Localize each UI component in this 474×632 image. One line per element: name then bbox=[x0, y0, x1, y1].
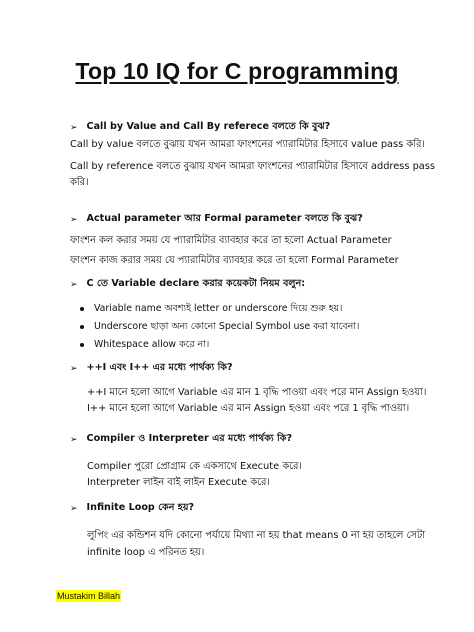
bullet-dot-icon bbox=[80, 343, 84, 347]
answer-line: Interpreter লাইন বাই লাইন Execute করে। bbox=[87, 477, 270, 488]
question-2 bbox=[70, 212, 363, 227]
question-text: C তে Variable declare করার কয়েকটা নিয়ম বলুন: bbox=[86, 278, 306, 289]
question-3 bbox=[70, 277, 305, 292]
author-footer: Mustakim Billah bbox=[57, 591, 121, 601]
answer-line: লুপিং এর কন্ডিশন যদি কোনো পর্যায়ে মিথ্যা না হয় that means 0 না হয় তাহলে সেটা bbox=[87, 530, 426, 541]
question-text: Compiler ও Interpreter এর মধ্যে পার্থক্য কি? bbox=[86, 433, 293, 444]
answer-line: Call by reference বলতে বুঝায় যখন আমরা ফাংশনের প্যারামিটার হিসাবে address pass bbox=[70, 161, 436, 172]
answer-line: ফাংশন কাজ করার সময় যে প্যারামিটার ব্যাবহার করে তা হলো Formal Parameter bbox=[70, 255, 399, 266]
list-item bbox=[80, 300, 359, 318]
list-item bbox=[80, 318, 359, 336]
arrow-bullet-icon: ➢ bbox=[70, 214, 78, 225]
answer-line: infinite loop এ পরিনত হয়। bbox=[87, 547, 205, 558]
arrow-bullet-icon: ➢ bbox=[70, 434, 78, 445]
list-item-text: Whitespace allow করে না। bbox=[94, 339, 210, 350]
list-item bbox=[80, 336, 359, 354]
arrow-bullet-icon: ➢ bbox=[70, 122, 78, 133]
question-text: ++I এবং I++ এর মধ্যে পার্থক্য কি? bbox=[86, 362, 233, 373]
question-1 bbox=[70, 120, 330, 135]
question-5 bbox=[70, 432, 292, 447]
answer-line: করি। bbox=[70, 177, 89, 188]
bullet-dot-icon bbox=[80, 307, 84, 311]
list-item-text: Variable name অবশ্যই letter or underscore দিয়ে শুরু হয়। bbox=[94, 303, 343, 314]
list-item-text: Underscore ছাড়া অন্য কোনো Special Symbol use করা যাবেনা। bbox=[94, 321, 360, 332]
question-text: Actual parameter আর Formal parameter বলতে কি বুঝ? bbox=[86, 213, 363, 224]
bullet-dot-icon bbox=[80, 325, 84, 329]
question-4 bbox=[70, 361, 233, 376]
answer-line: ফাংশন কল করার সময় যে প্যারামিটার ব্যাবহার করে তা হলো Actual Parameter bbox=[70, 235, 392, 246]
question-text: Call by Value and Call By referece বলতে কি বুঝ? bbox=[86, 121, 331, 132]
answer-line: Compiler পুরো প্রোগ্রাম কে একসাথে Execute করে। bbox=[87, 461, 302, 472]
answer-line: I++ মানে হলো আগে Variable এর মান Assign হওয়া এবং পরে 1 বৃদ্ধি পাওয়া। bbox=[87, 403, 410, 414]
rules-list bbox=[80, 300, 359, 354]
question-6 bbox=[70, 501, 194, 516]
question-text: Infinite Loop কেন হয়? bbox=[86, 502, 195, 513]
page-title: Top 10 IQ for C programming bbox=[75, 58, 399, 84]
arrow-bullet-icon: ➢ bbox=[70, 279, 78, 290]
arrow-bullet-icon: ➢ bbox=[70, 503, 78, 514]
answer-line: ++I মানে হলো আগে Variable এর মান 1 বৃদ্ধি পাওয়া এবং পরে মান Assign হওয়া। bbox=[87, 387, 427, 398]
answer-line: Call by value বলতে বুঝায় যখন আমরা ফাংশনের প্যারামিটার হিসাবে value pass করি। bbox=[70, 139, 425, 150]
arrow-bullet-icon: ➢ bbox=[70, 363, 78, 374]
